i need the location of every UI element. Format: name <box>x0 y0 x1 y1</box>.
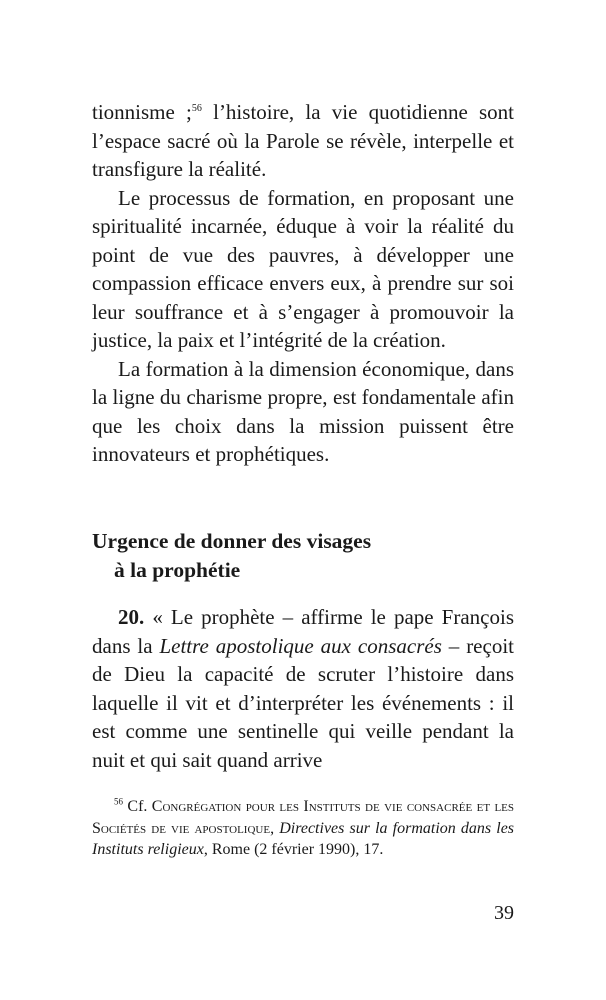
body-text-top <box>92 98 514 469</box>
footnote-title: Directives sur la formation dans les Instituts religieux <box>92 819 515 858</box>
page-number: 39 <box>494 902 514 924</box>
footnote-organization: Congrégation pour les Instituts de vie consacrée et les Sociétés de vie apostolique <box>92 798 514 837</box>
footnote-cf: Cf. <box>123 798 152 815</box>
footnote-mark: 56 <box>114 796 123 807</box>
paragraph-text: tionnisme ; <box>92 100 192 124</box>
footnote <box>92 796 514 861</box>
paragraph-section-20 <box>92 603 514 774</box>
paragraph-text: « Le prophète – affirme le pape François dans la <box>92 605 514 658</box>
footnote-reference: 56 <box>191 103 202 114</box>
paragraph-continuation <box>92 98 514 184</box>
section-number: 20. <box>118 605 145 629</box>
paragraph-text: – reçoit de Dieu la capacité de scruter l’histoire dans laquelle il vit et d’interpréter les événements : il est comme une sentinelle qui veille pendant la nuit et qui sait quand arrive <box>92 633 514 772</box>
section-heading <box>92 527 522 584</box>
heading-line-2: à la prophétie <box>114 557 241 582</box>
document-title-italic: Lettre apostolique aux consacrés <box>159 633 442 658</box>
paragraph-formation-process: Le processus de formation, en proposant une spiritualité incarnée, éduque à voir la réalité du point de vue des pauvres, à développer une compassion efficace envers eux, à prendre sur soi leur souffrance et à s’engager à promouvoir la justice, la paix et l’intégrité de la création. <box>92 185 514 352</box>
paragraph-text: l’histoire, la vie quotidienne sont l’espace sacré où la Parole se révèle, interpelle et transfigure la réalité. <box>92 100 515 181</box>
paragraph-economic-dimension: La formation à la dimension économique, dans la ligne du charisme propre, est fondamentale afin que les choix dans la mission puissent être innovateurs et prophétiques. <box>92 356 514 466</box>
footnote-separator: , <box>270 819 280 837</box>
footnote-tail: , Rome (2 février 1990), 17. <box>203 841 384 858</box>
body-text-section-20 <box>92 603 514 774</box>
heading-line-1: Urgence de donner des visages <box>92 529 372 553</box>
